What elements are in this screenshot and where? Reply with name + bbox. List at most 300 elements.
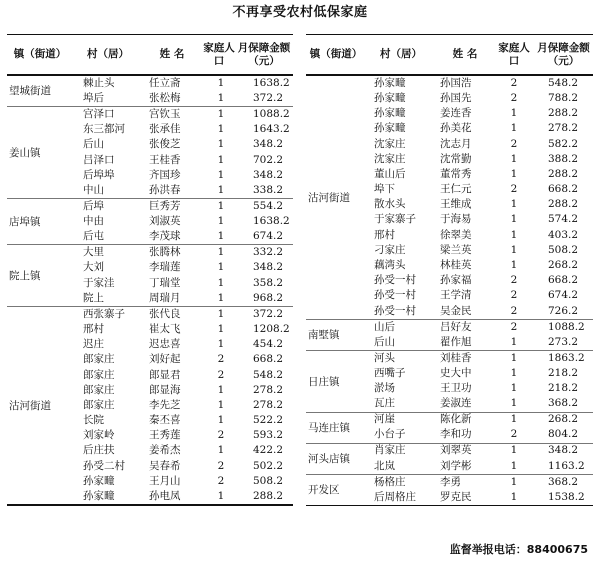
table-row bbox=[75, 398, 293, 413]
table-row bbox=[75, 443, 293, 458]
name-cell: 吕好友 bbox=[440, 320, 472, 333]
amount-cell: 508.2 bbox=[253, 474, 284, 487]
amount-cell: 348.2 bbox=[253, 138, 284, 151]
population-cell: 2 bbox=[510, 428, 518, 441]
population-cell: 2 bbox=[217, 368, 225, 381]
village-cell: 宫泽口 bbox=[83, 107, 115, 120]
population-cell: 1 bbox=[217, 246, 225, 259]
table-row bbox=[75, 428, 293, 443]
table-row bbox=[366, 351, 593, 366]
amount-cell: 668.2 bbox=[548, 274, 579, 287]
amount-cell: 288.2 bbox=[548, 167, 579, 180]
amount-cell: 726.2 bbox=[548, 304, 579, 317]
amount-cell: 788.2 bbox=[548, 91, 579, 104]
village-cell: 孙受二村 bbox=[83, 459, 125, 472]
name-cell: 王秀莲 bbox=[149, 429, 181, 442]
table-row bbox=[366, 212, 593, 227]
name-cell: 刘桂香 bbox=[440, 351, 472, 364]
population-cell: 1 bbox=[217, 153, 225, 166]
name-cell: 李先芝 bbox=[149, 398, 181, 411]
table-row bbox=[75, 229, 293, 244]
amount-cell: 348.2 bbox=[548, 444, 579, 457]
village-cell: 后屯 bbox=[83, 230, 104, 243]
table-row bbox=[75, 459, 293, 474]
village-cell: 刘家岭 bbox=[83, 429, 115, 442]
population-cell: 1 bbox=[510, 444, 518, 457]
population-cell: 1 bbox=[510, 152, 518, 165]
name-cell: 郎显君 bbox=[149, 368, 181, 381]
header-name: 姓 名 bbox=[452, 48, 478, 61]
town-group bbox=[7, 245, 293, 306]
table-row bbox=[366, 288, 593, 303]
table-row bbox=[75, 122, 293, 137]
amount-cell: 674.2 bbox=[253, 230, 284, 243]
name-cell: 孙家福 bbox=[440, 274, 472, 287]
town-rows bbox=[75, 76, 293, 106]
table-row bbox=[75, 337, 293, 352]
table-row bbox=[75, 137, 293, 152]
table-row bbox=[75, 307, 293, 322]
name-cell: 王卫功 bbox=[440, 382, 472, 395]
village-cell: 大里 bbox=[83, 246, 104, 259]
name-cell: 李勇 bbox=[440, 475, 461, 488]
right-table bbox=[306, 34, 593, 506]
amount-cell: 1638.2 bbox=[253, 215, 290, 228]
table-row bbox=[366, 335, 593, 350]
amount-cell: 548.2 bbox=[548, 76, 579, 89]
amount-cell: 522.2 bbox=[253, 414, 284, 427]
town-name: 望城街道 bbox=[9, 85, 51, 98]
page-title: 不再享受农村低保家庭 bbox=[232, 5, 368, 20]
town-group bbox=[7, 76, 293, 106]
town-rows bbox=[366, 320, 593, 350]
amount-cell: 1208.2 bbox=[253, 322, 290, 335]
table-row bbox=[366, 197, 593, 212]
table-row bbox=[75, 199, 293, 214]
table-row bbox=[366, 152, 593, 167]
town-group bbox=[306, 412, 593, 442]
village-cell: 孙受一村 bbox=[374, 289, 416, 302]
amount-cell: 502.2 bbox=[253, 459, 284, 472]
village-cell: 河崖 bbox=[374, 413, 395, 426]
population-cell: 1 bbox=[217, 261, 225, 274]
village-cell: 东三都河 bbox=[83, 123, 125, 136]
population-cell: 1 bbox=[510, 107, 518, 120]
amount-cell: 674.2 bbox=[548, 289, 579, 302]
amount-cell: 968.2 bbox=[253, 291, 284, 304]
population-cell: 1 bbox=[217, 276, 225, 289]
town-name: 开发区 bbox=[308, 484, 340, 497]
header-village: 村（居） bbox=[380, 48, 422, 61]
town-name: 店埠镇 bbox=[9, 216, 41, 229]
amount-cell: 1538.2 bbox=[548, 490, 585, 503]
name-cell: 徐翠美 bbox=[440, 228, 472, 241]
amount-cell: 1638.2 bbox=[253, 76, 290, 89]
village-cell: 北岚 bbox=[374, 459, 395, 472]
population-cell: 1 bbox=[217, 199, 225, 212]
table-row bbox=[366, 443, 593, 458]
amount-cell: 804.2 bbox=[548, 428, 579, 441]
table-row bbox=[366, 228, 593, 243]
amount-cell: 668.2 bbox=[253, 353, 284, 366]
name-cell: 迟忠喜 bbox=[149, 338, 181, 351]
table-row bbox=[75, 276, 293, 291]
name-cell: 张俊芝 bbox=[149, 138, 181, 151]
amount-cell: 702.2 bbox=[253, 153, 284, 166]
population-cell: 1 bbox=[217, 215, 225, 228]
town-rows bbox=[366, 443, 593, 473]
name-cell: 董常秀 bbox=[440, 167, 472, 180]
table-row bbox=[366, 304, 593, 319]
amount-cell: 348.2 bbox=[253, 261, 284, 274]
table-row bbox=[366, 258, 593, 273]
town-group bbox=[7, 307, 293, 504]
name-cell: 罗克民 bbox=[440, 490, 472, 503]
population-cell: 2 bbox=[510, 289, 518, 302]
amount-cell: 268.2 bbox=[548, 259, 579, 272]
header-amount: 月保障金额（元） bbox=[537, 41, 590, 67]
name-cell: 周瑞月 bbox=[149, 291, 181, 304]
name-cell: 任立斋 bbox=[149, 76, 181, 89]
population-cell: 1 bbox=[217, 107, 225, 120]
table-header bbox=[7, 35, 293, 74]
name-cell: 吴金民 bbox=[440, 304, 472, 317]
population-cell: 2 bbox=[510, 91, 518, 104]
population-cell: 2 bbox=[217, 459, 225, 472]
amount-cell: 593.2 bbox=[253, 429, 284, 442]
population-cell: 1 bbox=[510, 413, 518, 426]
town-group bbox=[306, 76, 593, 319]
population-cell: 1 bbox=[510, 198, 518, 211]
population-cell: 1 bbox=[217, 383, 225, 396]
name-cell: 孙美花 bbox=[440, 122, 472, 135]
town-rows bbox=[75, 245, 293, 306]
table-row bbox=[75, 260, 293, 275]
population-cell: 1 bbox=[510, 335, 518, 348]
header-village: 村（居） bbox=[87, 48, 129, 61]
amount-cell: 422.2 bbox=[253, 444, 284, 457]
amount-cell: 288.2 bbox=[548, 198, 579, 211]
population-cell: 1 bbox=[217, 183, 225, 196]
village-cell: 中由 bbox=[83, 215, 104, 228]
village-cell: 沈家庄 bbox=[374, 152, 406, 165]
amount-cell: 348.2 bbox=[253, 168, 284, 181]
town-name: 马连庄镇 bbox=[308, 421, 350, 434]
name-cell: 丁瑞堂 bbox=[149, 276, 181, 289]
table-row bbox=[366, 412, 593, 427]
header-amount: 月保障金额（元） bbox=[237, 41, 291, 67]
header-town: 镇（街道） bbox=[309, 48, 363, 61]
village-cell: 山后 bbox=[374, 320, 395, 333]
name-cell: 王月山 bbox=[149, 474, 181, 487]
town-rows bbox=[366, 412, 593, 442]
table-row bbox=[75, 91, 293, 106]
table-header bbox=[306, 35, 593, 74]
name-cell: 孙电凤 bbox=[149, 490, 181, 503]
name-cell: 王桂香 bbox=[149, 153, 181, 166]
table-row bbox=[75, 291, 293, 306]
name-cell: 史大中 bbox=[440, 366, 472, 379]
population-cell: 1 bbox=[217, 76, 225, 89]
village-cell: 瓦庄 bbox=[374, 397, 395, 410]
village-cell: 孙家疃 bbox=[374, 122, 406, 135]
table-row bbox=[366, 243, 593, 258]
amount-cell: 288.2 bbox=[253, 490, 284, 503]
town-name: 沽河街道 bbox=[9, 400, 51, 412]
table-bottom-rule bbox=[306, 505, 593, 506]
village-cell: 邢村 bbox=[374, 228, 395, 241]
name-cell: 张腾林 bbox=[149, 246, 181, 259]
amount-cell: 372.2 bbox=[253, 91, 284, 104]
population-cell: 1 bbox=[510, 243, 518, 256]
population-cell: 1 bbox=[217, 490, 225, 503]
table-row bbox=[366, 427, 593, 442]
name-cell: 郎显海 bbox=[149, 383, 181, 396]
name-cell: 孙国先 bbox=[440, 91, 472, 104]
population-cell: 1 bbox=[217, 91, 225, 104]
amount-cell: 338.2 bbox=[253, 183, 284, 196]
village-cell: 孙家疃 bbox=[374, 76, 406, 89]
town-group bbox=[7, 199, 293, 245]
population-cell: 1 bbox=[510, 475, 518, 488]
village-cell: 西张寨子 bbox=[83, 307, 125, 320]
name-cell: 秦丕喜 bbox=[149, 414, 181, 427]
population-cell: 1 bbox=[217, 398, 225, 411]
town-rows bbox=[366, 475, 593, 505]
name-cell: 刘翠英 bbox=[440, 444, 472, 457]
name-cell: 陈化新 bbox=[440, 413, 472, 426]
village-cell: 孙受一村 bbox=[374, 304, 416, 317]
name-cell: 宫钦玉 bbox=[149, 107, 181, 120]
table-row bbox=[366, 381, 593, 396]
village-cell: 小台子 bbox=[374, 428, 406, 441]
village-cell: 后埠 bbox=[83, 199, 104, 212]
population-cell: 1 bbox=[510, 167, 518, 180]
town-name: 沽河街道 bbox=[308, 191, 350, 204]
amount-cell: 582.2 bbox=[548, 137, 579, 150]
name-cell: 梁兰英 bbox=[440, 243, 472, 256]
table-row bbox=[366, 273, 593, 288]
hotline-footer: 监督举报电话：88400675 bbox=[449, 543, 588, 556]
population-cell: 2 bbox=[510, 183, 518, 196]
amount-cell: 574.2 bbox=[548, 213, 579, 226]
name-cell: 崔太飞 bbox=[149, 322, 181, 335]
table-row bbox=[75, 214, 293, 229]
name-cell: 巨秀芳 bbox=[149, 199, 181, 212]
village-cell: 孙家疃 bbox=[83, 474, 115, 487]
amount-cell: 1163.2 bbox=[548, 459, 585, 472]
village-cell: 郎家庄 bbox=[83, 368, 115, 381]
village-cell: 孙受一村 bbox=[374, 274, 416, 287]
name-cell: 李和功 bbox=[440, 428, 472, 441]
town-name: 院上镇 bbox=[9, 270, 41, 283]
table-row bbox=[75, 322, 293, 337]
village-cell: 棘止头 bbox=[83, 76, 115, 89]
header-pop: 家庭人口 bbox=[498, 41, 530, 67]
table-row bbox=[75, 383, 293, 398]
table-bottom-rule bbox=[7, 504, 293, 505]
table-row bbox=[366, 137, 593, 152]
amount-cell: 554.2 bbox=[253, 199, 284, 212]
name-cell: 刘好起 bbox=[149, 353, 181, 366]
left-table bbox=[7, 34, 293, 506]
header-pop: 家庭人口 bbox=[203, 41, 235, 67]
name-cell: 于海易 bbox=[440, 213, 472, 226]
village-cell: 肖家庄 bbox=[374, 444, 406, 457]
population-cell: 1 bbox=[217, 230, 225, 243]
population-cell: 2 bbox=[510, 320, 518, 333]
amount-cell: 548.2 bbox=[253, 368, 284, 381]
population-cell: 1 bbox=[217, 138, 225, 151]
village-cell: 郎家庄 bbox=[83, 398, 115, 411]
village-cell: 河头 bbox=[374, 351, 395, 364]
village-cell: 后山 bbox=[374, 335, 395, 348]
village-cell: 埠下 bbox=[374, 183, 395, 196]
population-cell: 1 bbox=[510, 382, 518, 395]
name-cell: 沈志月 bbox=[440, 137, 472, 150]
village-cell: 郎家庄 bbox=[83, 353, 115, 366]
table-row bbox=[75, 474, 293, 489]
table-row bbox=[366, 182, 593, 197]
table-row bbox=[366, 366, 593, 381]
name-cell: 王维成 bbox=[440, 198, 472, 211]
village-cell: 董山后 bbox=[374, 167, 406, 180]
population-cell: 1 bbox=[217, 168, 225, 181]
table-row bbox=[75, 368, 293, 383]
amount-cell: 368.2 bbox=[548, 397, 579, 410]
table-row bbox=[366, 121, 593, 136]
town-rows bbox=[366, 76, 593, 319]
population-cell: 1 bbox=[217, 307, 225, 320]
village-cell: 吕泽口 bbox=[83, 153, 115, 166]
town-name: 河头店镇 bbox=[308, 453, 350, 466]
name-cell: 王学清 bbox=[440, 289, 472, 302]
name-cell: 吴春希 bbox=[149, 459, 181, 472]
table-row bbox=[75, 413, 293, 428]
population-cell: 1 bbox=[217, 123, 225, 136]
village-cell: 孙家疃 bbox=[374, 91, 406, 104]
village-cell: 中山 bbox=[83, 183, 104, 196]
amount-cell: 508.2 bbox=[548, 243, 579, 256]
town-rows bbox=[75, 199, 293, 245]
population-cell: 2 bbox=[217, 429, 225, 442]
amount-cell: 278.2 bbox=[548, 122, 579, 135]
town-name: 日庄镇 bbox=[308, 375, 340, 388]
village-cell: 西嘴子 bbox=[374, 366, 406, 379]
town-group bbox=[306, 475, 593, 505]
village-cell: 长院 bbox=[83, 414, 104, 427]
name-cell: 张承佳 bbox=[149, 123, 181, 136]
population-cell: 1 bbox=[510, 351, 518, 364]
population-cell: 1 bbox=[217, 414, 225, 427]
village-cell: 院上 bbox=[83, 291, 104, 304]
village-cell: 淤场 bbox=[374, 382, 395, 395]
population-cell: 1 bbox=[510, 122, 518, 135]
population-cell: 1 bbox=[510, 213, 518, 226]
table-row bbox=[75, 489, 293, 504]
table-row bbox=[75, 168, 293, 183]
amount-cell: 1643.2 bbox=[253, 123, 290, 136]
population-cell: 1 bbox=[217, 291, 225, 304]
population-cell: 2 bbox=[510, 304, 518, 317]
table-row bbox=[75, 76, 293, 91]
population-cell: 1 bbox=[217, 444, 225, 457]
amount-cell: 372.2 bbox=[253, 307, 284, 320]
table-row bbox=[366, 396, 593, 411]
amount-cell: 288.2 bbox=[548, 107, 579, 120]
population-cell: 1 bbox=[510, 228, 518, 241]
population-cell: 1 bbox=[510, 397, 518, 410]
name-cell: 林桂英 bbox=[440, 259, 472, 272]
table-row bbox=[75, 107, 293, 122]
village-cell: 孙家疃 bbox=[374, 107, 406, 120]
name-cell: 齐国珍 bbox=[149, 168, 181, 181]
amount-cell: 332.2 bbox=[253, 246, 284, 259]
village-cell: 藕湾头 bbox=[374, 259, 406, 272]
table-row bbox=[366, 106, 593, 121]
amount-cell: 218.2 bbox=[548, 382, 579, 395]
name-cell: 刘淑英 bbox=[149, 215, 181, 228]
population-cell: 1 bbox=[217, 322, 225, 335]
village-cell: 后山 bbox=[83, 138, 104, 151]
amount-cell: 278.2 bbox=[253, 398, 284, 411]
town-group bbox=[306, 351, 593, 412]
population-cell: 1 bbox=[510, 459, 518, 472]
town-group bbox=[306, 443, 593, 473]
amount-cell: 273.2 bbox=[548, 335, 579, 348]
amount-cell: 403.2 bbox=[548, 228, 579, 241]
table-row bbox=[366, 490, 593, 505]
name-cell: 沈常勤 bbox=[440, 152, 472, 165]
table-row bbox=[366, 167, 593, 182]
name-cell: 姜淑连 bbox=[440, 397, 472, 410]
table-row bbox=[75, 245, 293, 260]
town-name: 南墅镇 bbox=[308, 329, 340, 342]
population-cell: 2 bbox=[510, 274, 518, 287]
town-rows bbox=[75, 107, 293, 198]
name-cell: 孙国浩 bbox=[440, 76, 472, 89]
village-cell: 后周格庄 bbox=[374, 490, 416, 503]
village-cell: 埠后 bbox=[83, 91, 104, 104]
population-cell: 1 bbox=[510, 259, 518, 272]
amount-cell: 358.2 bbox=[253, 276, 284, 289]
name-cell: 姜连香 bbox=[440, 107, 472, 120]
population-cell: 2 bbox=[217, 474, 225, 487]
name-cell: 李瑞莲 bbox=[149, 261, 181, 274]
table-row bbox=[366, 76, 593, 91]
name-cell: 张代良 bbox=[149, 307, 181, 320]
name-cell: 翟作旭 bbox=[440, 335, 472, 348]
population-cell: 2 bbox=[217, 353, 225, 366]
amount-cell: 388.2 bbox=[548, 152, 579, 165]
village-cell: 散水头 bbox=[374, 198, 406, 211]
name-cell: 姜希杰 bbox=[149, 444, 181, 457]
town-rows bbox=[366, 351, 593, 412]
table-row bbox=[75, 153, 293, 168]
header-name: 姓 名 bbox=[159, 48, 185, 61]
amount-cell: 454.2 bbox=[253, 338, 284, 351]
amount-cell: 1863.2 bbox=[548, 351, 585, 364]
amount-cell: 1088.2 bbox=[548, 320, 585, 333]
amount-cell: 368.2 bbox=[548, 475, 579, 488]
amount-cell: 668.2 bbox=[548, 183, 579, 196]
town-name: 姜山镇 bbox=[9, 147, 41, 160]
village-cell: 邢村 bbox=[83, 322, 104, 335]
table-row bbox=[366, 91, 593, 106]
village-cell: 大刘 bbox=[83, 261, 104, 274]
table-row bbox=[366, 475, 593, 490]
population-cell: 1 bbox=[217, 338, 225, 351]
